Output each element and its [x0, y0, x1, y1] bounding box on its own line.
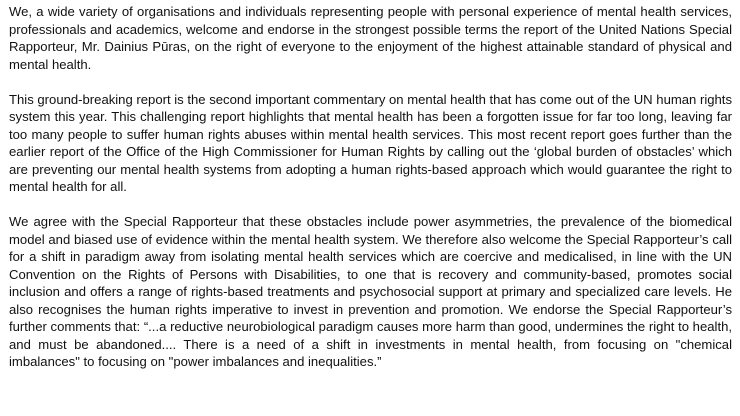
paragraph-report-commentary: This ground-breaking report is the second important commentary on mental health that has come out of the UN human rights system this year. This challenging report highlights that mental health has been a forgotten issue for far too long, leaving far too many people to suffer human rights abuses within mental health services. This most recent report goes further than the earlier report of the Office of the High Commissioner for Human Rights by calling out the ‘global burden of obstacles’ which are preventing our mental health systems from adopting a human rights-based approach which would guarantee the right to mental health for all.: [9, 91, 732, 194]
paragraph-obstacles: We agree with the Special Rapporteur that these obstacles include power asymmetries, the prevalence of the biomedical model and biased use of evidence within the mental health system. We therefore also welcome the Special Rapporteur’s call for a shift in paradigm away from isolating mental health services which are coercive and medicalised, in line with the UN Convention on the Rights of Persons with Disabilities, to one that is recovery and community-based, promotes social inclusion and offers a range of rights-based treatments and psychosocial support at primary and specialized care levels. He also recognises the human rights imperative to invest in prevention and promotion. We endorse the Special Rapporteur’s further comments that: “...a reductive neurobiological paradigm causes more harm than good, undermines the right to health, and must be abandoned.... There is a need of a shift in investments in mental health, from focusing on "chemical imbalances" to focusing on "power imbalances and inequalities.”: [9, 214, 732, 369]
paragraph-endorsement: We, a wide variety of organisations and individuals representing people with personal experience of mental health services, professionals and academics, welcome and endorse in the strongest possible terms the report of the United Nations Special Rapporteur, Mr. Dainius Pūras, on the right of everyone to the enjoyment of the highest attainable standard of physical and mental health.: [9, 4, 732, 72]
